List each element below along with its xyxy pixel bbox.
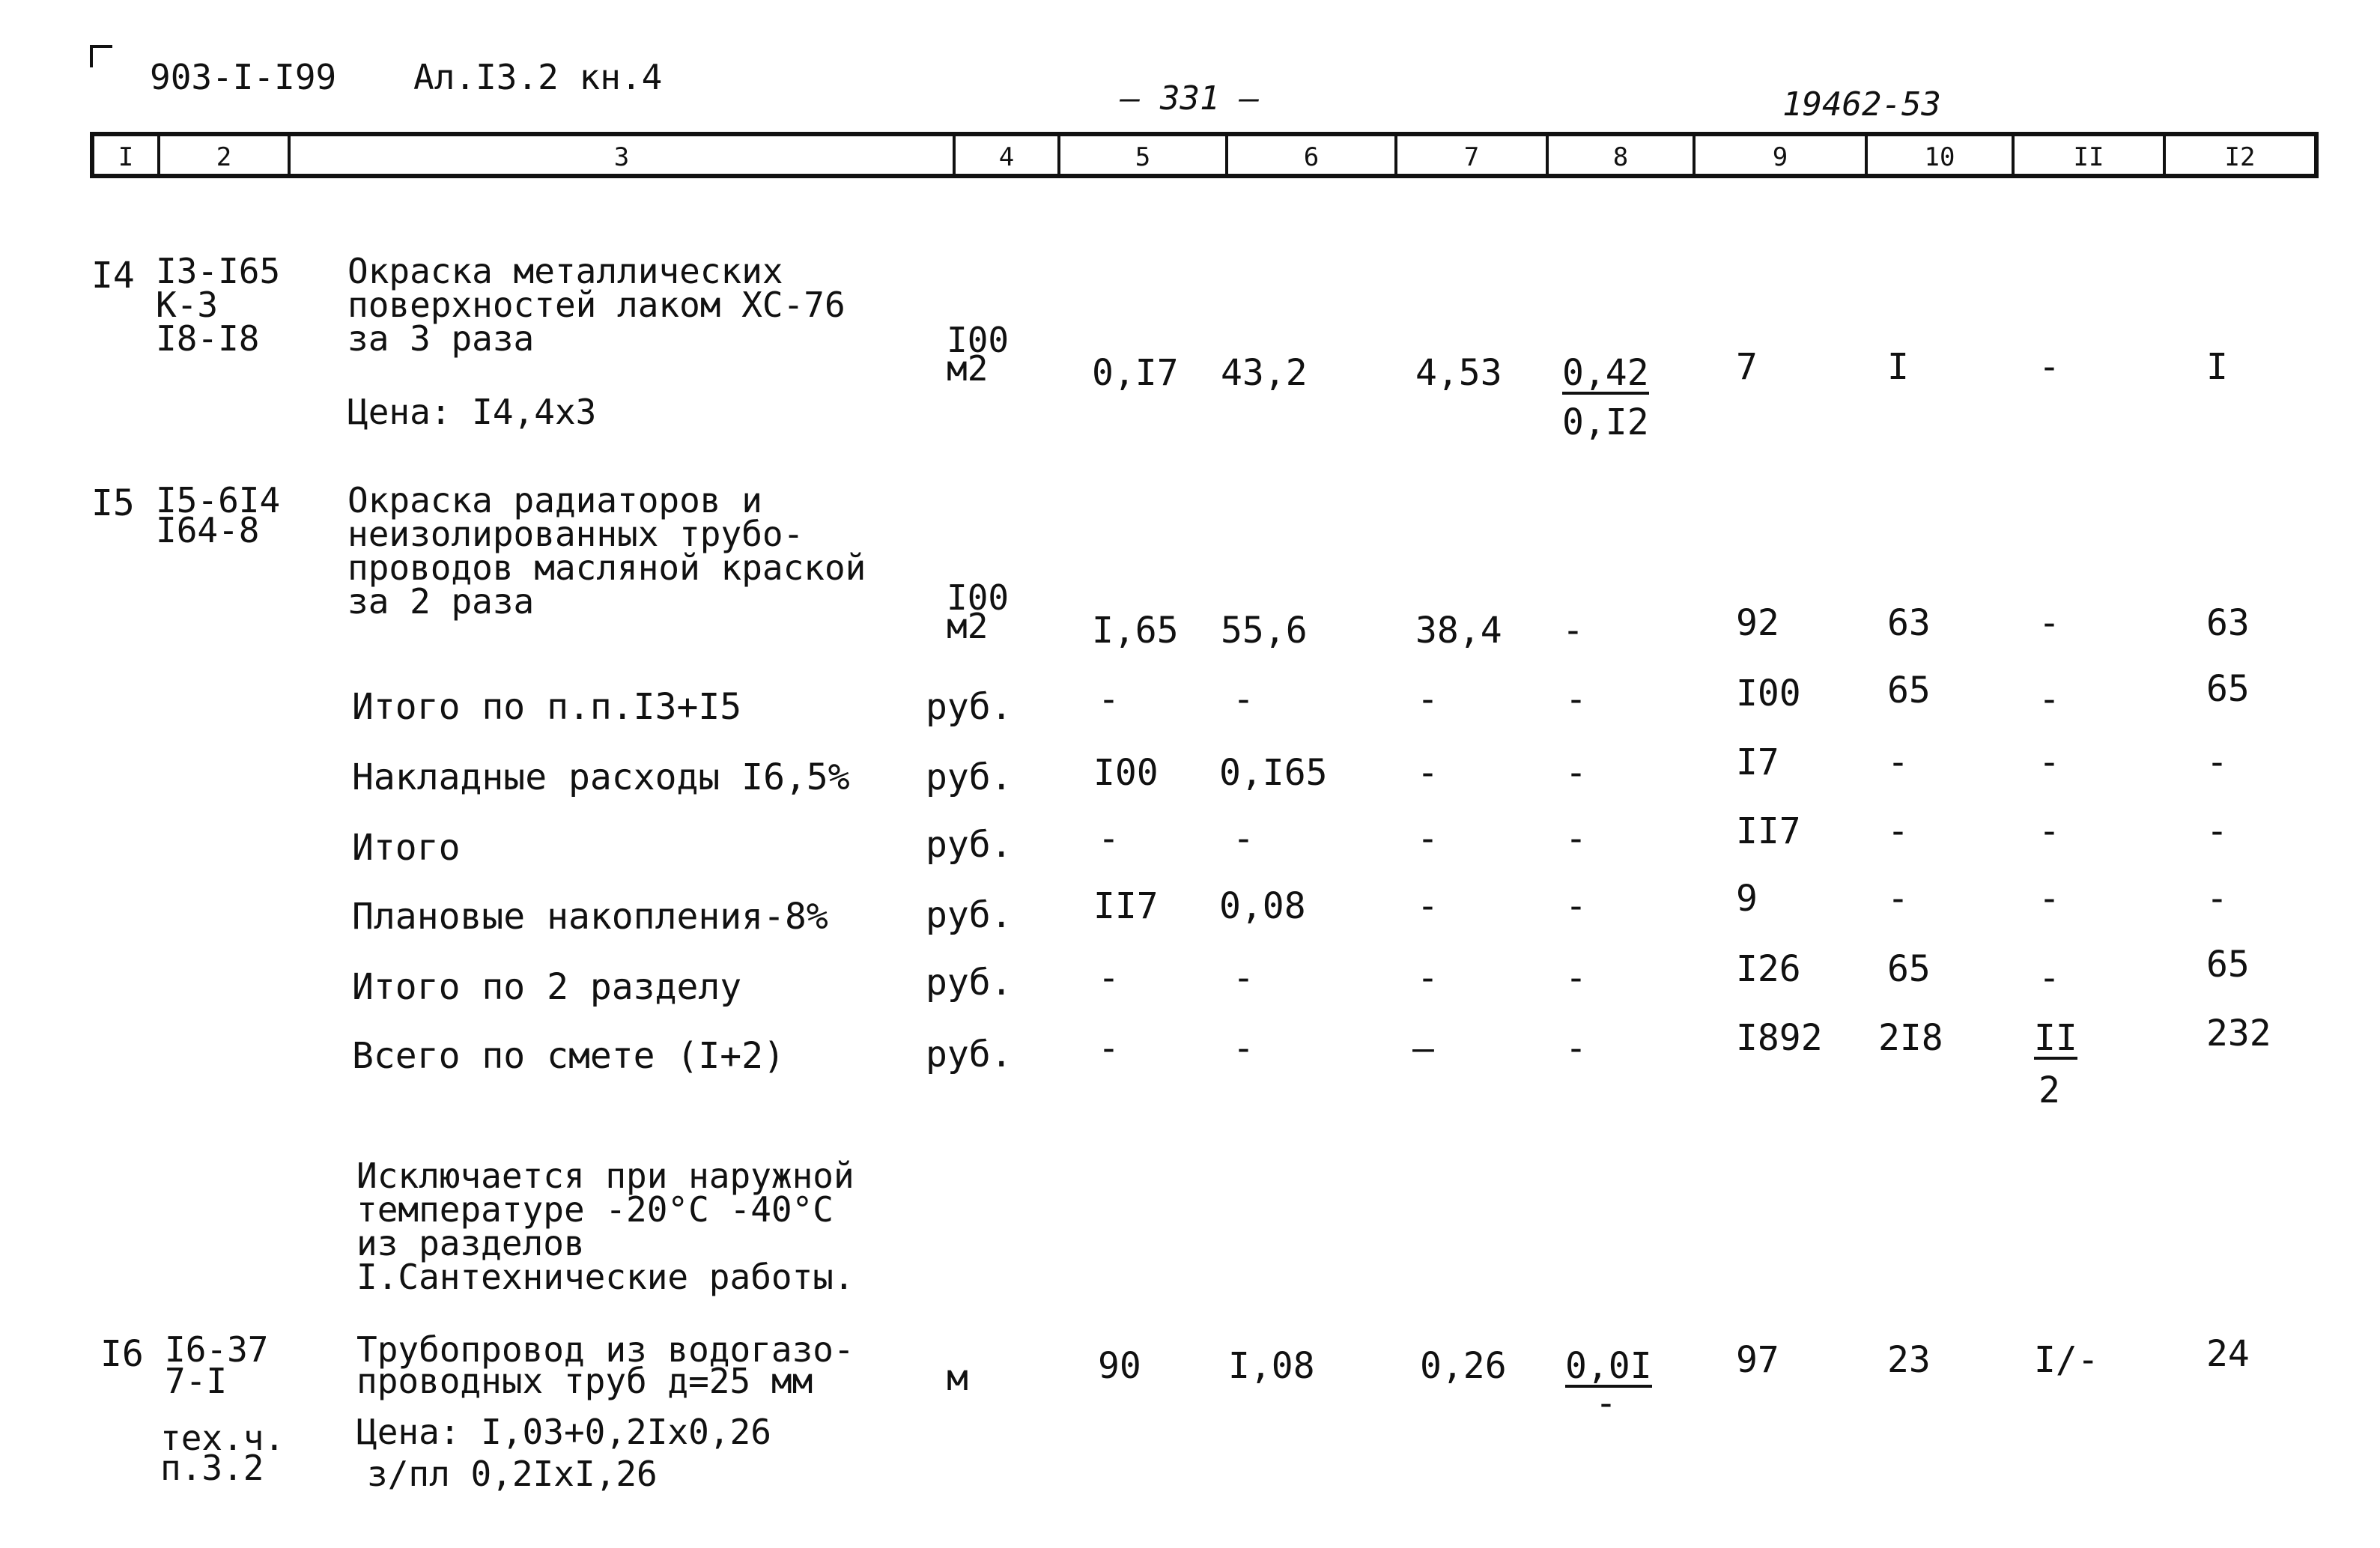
code-line: I5-6I4 bbox=[156, 480, 281, 520]
cell-c9: I00 bbox=[1736, 673, 1801, 714]
unit-line: м2 bbox=[947, 348, 989, 389]
cell-c11: - bbox=[2039, 810, 2060, 852]
summary-label: Плановые накопления-8% bbox=[352, 896, 828, 938]
desc-line: Окраска радиаторов и bbox=[347, 480, 762, 520]
col-num-1: I bbox=[118, 142, 134, 172]
desc-line: проводных труб д=25 мм bbox=[356, 1361, 813, 1401]
cell-c11: - bbox=[2039, 346, 2060, 388]
unit-line: I00 bbox=[947, 577, 1010, 618]
desc-line: за 2 раза bbox=[347, 581, 535, 622]
summary-label: Итого по п.п.I3+I5 bbox=[352, 686, 742, 728]
unit: м bbox=[947, 1357, 968, 1399]
cell-c11: - bbox=[2039, 878, 2060, 920]
cell-c9: 92 bbox=[1736, 602, 1779, 644]
code-line: I6-37 bbox=[165, 1329, 269, 1370]
cell-c9: I7 bbox=[1736, 741, 1779, 783]
album-ref: Ал.I3.2 кн.4 bbox=[413, 57, 663, 97]
cell-c7: 38,4 bbox=[1415, 610, 1502, 652]
cell-c11: - bbox=[2039, 741, 2060, 783]
row-number: I5 bbox=[91, 482, 135, 524]
cell-c7: - bbox=[1417, 679, 1439, 720]
col-num-8: 8 bbox=[1612, 142, 1629, 172]
code-line: I64-8 bbox=[156, 510, 260, 550]
cell-c8: - bbox=[1562, 610, 1584, 652]
col-num-11: II bbox=[2073, 142, 2104, 172]
sheet-code: 19462-53 bbox=[1782, 85, 1941, 124]
cell-c5: - bbox=[1098, 1028, 1120, 1069]
cell-c9: I892 bbox=[1736, 1017, 1823, 1059]
cell-c12: I bbox=[2206, 346, 2228, 388]
cell-c11: - bbox=[2039, 957, 2060, 999]
cell-c6: I,08 bbox=[1228, 1345, 1315, 1387]
col-num-12: I2 bbox=[2224, 142, 2256, 172]
cell-c7: — bbox=[1412, 1028, 1434, 1069]
cell-c10: I bbox=[1887, 346, 1909, 388]
cell-c9: I26 bbox=[1736, 948, 1801, 990]
price-line: Цена: I4,4х3 bbox=[347, 392, 597, 432]
column-number-bar bbox=[90, 132, 2319, 178]
cell-c10: - bbox=[1887, 878, 1909, 920]
desc-line: Трубопровод из водогазо- bbox=[356, 1329, 854, 1370]
cell-c5: I,65 bbox=[1092, 610, 1179, 652]
summary-label: Итого по 2 разделу bbox=[352, 966, 742, 1008]
cell-c11: - bbox=[2039, 679, 2060, 720]
summary-unit: руб. bbox=[926, 756, 1013, 798]
note-line: из разделов bbox=[356, 1223, 585, 1263]
cell-c8: - bbox=[1565, 818, 1587, 860]
cell-c10: 2I8 bbox=[1878, 1017, 1943, 1059]
cell-c12: 232 bbox=[2206, 1013, 2271, 1054]
corner-mark bbox=[90, 45, 112, 67]
row-number: I6 bbox=[100, 1333, 144, 1375]
desc-line: за 3 раза bbox=[347, 318, 535, 359]
cell-c5: 90 bbox=[1098, 1345, 1141, 1387]
col-num-2: 2 bbox=[216, 142, 232, 172]
cell-c12: 65 bbox=[2206, 668, 2250, 710]
cell-c5: - bbox=[1098, 957, 1120, 999]
cell-c9: II7 bbox=[1736, 810, 1801, 852]
cell-c5: II7 bbox=[1093, 885, 1159, 927]
cell-c9: 7 bbox=[1736, 346, 1758, 388]
unit-line: I00 bbox=[947, 320, 1010, 360]
col-num-10: 10 bbox=[1924, 142, 1955, 172]
cell-c10: 65 bbox=[1887, 948, 1931, 990]
cell-c7: - bbox=[1417, 957, 1439, 999]
note-line: Исключается при наружной bbox=[356, 1156, 854, 1196]
unit-line: м2 bbox=[947, 606, 989, 646]
cell-c6: 43,2 bbox=[1221, 352, 1308, 394]
col-num-5: 5 bbox=[1135, 142, 1151, 172]
summary-unit: руб. bbox=[926, 686, 1013, 728]
code-line: I8-I8 bbox=[156, 318, 260, 359]
cell-c12: 63 bbox=[2206, 602, 2250, 644]
cell-c10: 65 bbox=[1887, 670, 1931, 711]
cell-c6: 0,I65 bbox=[1219, 752, 1328, 794]
cell-c12: - bbox=[2206, 810, 2228, 852]
col-num-4: 4 bbox=[998, 142, 1015, 172]
col-num-9: 9 bbox=[1772, 142, 1788, 172]
price-line: з/пл 0,2IхI,26 bbox=[367, 1454, 658, 1494]
summary-unit: руб. bbox=[926, 962, 1013, 1004]
cell-c10: 63 bbox=[1887, 602, 1931, 644]
cell-c12: 65 bbox=[2206, 944, 2250, 986]
page-number: — 331 — bbox=[1120, 79, 1260, 118]
cell-c7: - bbox=[1417, 885, 1439, 927]
cell-c10: - bbox=[1887, 741, 1909, 783]
desc-line: поверхностей лаком ХС-76 bbox=[347, 285, 846, 325]
cell-c11-bottom: 2 bbox=[2039, 1069, 2060, 1111]
cell-c6: 55,6 bbox=[1221, 610, 1308, 652]
col-num-3: 3 bbox=[613, 142, 630, 172]
summary-unit: руб. bbox=[926, 894, 1013, 936]
cell-c12: - bbox=[2206, 741, 2228, 783]
cell-c5: I00 bbox=[1093, 752, 1159, 794]
cell-c7: 4,53 bbox=[1415, 352, 1502, 394]
summary-label: Итого bbox=[352, 827, 461, 869]
cell-c8-bottom: - bbox=[1595, 1382, 1617, 1424]
code-line: К-3 bbox=[156, 285, 219, 325]
tech-line: тех.ч. bbox=[160, 1418, 285, 1458]
cell-c11: I/- bbox=[2034, 1339, 2099, 1381]
cell-c6: 0,08 bbox=[1219, 885, 1306, 927]
cell-c6: - bbox=[1233, 957, 1254, 999]
cell-c11-top: II bbox=[2034, 1017, 2077, 1059]
cell-c7: 0,26 bbox=[1420, 1345, 1507, 1387]
summary-unit: руб. bbox=[926, 824, 1013, 866]
col-num-6: 6 bbox=[1303, 142, 1320, 172]
cell-c8: - bbox=[1565, 957, 1587, 999]
cell-c6: - bbox=[1233, 1028, 1254, 1069]
doc-code: 903-I-I99 bbox=[150, 57, 337, 97]
cell-c8: - bbox=[1565, 752, 1587, 794]
note-line: I.Сантехнические работы. bbox=[356, 1257, 854, 1297]
cell-c6: - bbox=[1233, 679, 1254, 720]
desc-line: проводов масляной краской bbox=[347, 547, 866, 588]
price-line: Цена: I,03+0,2Iх0,26 bbox=[356, 1412, 771, 1452]
note-line: температуре -20°С -40°С bbox=[356, 1189, 834, 1230]
cell-c12: - bbox=[2206, 878, 2228, 920]
desc-line: Окраска металлических bbox=[347, 251, 783, 291]
cell-c9: 97 bbox=[1736, 1339, 1779, 1381]
summary-label: Накладные расходы I6,5% bbox=[352, 756, 850, 798]
cell-c5: - bbox=[1098, 818, 1120, 860]
desc-line: неизолированных трубо- bbox=[347, 514, 804, 554]
summary-label: Всего по смете (I+2) bbox=[352, 1035, 785, 1077]
cell-c10: 23 bbox=[1887, 1339, 1931, 1381]
cell-c11: - bbox=[2039, 602, 2060, 644]
cell-c9: 9 bbox=[1736, 878, 1758, 920]
cell-c12: 24 bbox=[2206, 1333, 2250, 1375]
cell-c7: - bbox=[1417, 752, 1439, 794]
cell-c6: - bbox=[1233, 818, 1254, 860]
cell-c8: - bbox=[1565, 885, 1587, 927]
row-number: I4 bbox=[91, 255, 135, 297]
col-num-7: 7 bbox=[1463, 142, 1480, 172]
cell-c10: - bbox=[1887, 810, 1909, 852]
cell-c5: 0,I7 bbox=[1092, 352, 1179, 394]
cell-c8-top: 0,42 bbox=[1562, 352, 1649, 394]
cell-c8: - bbox=[1565, 679, 1587, 720]
tech-line: п.3.2 bbox=[160, 1448, 264, 1488]
cell-c8-top: 0,0I bbox=[1565, 1345, 1652, 1387]
summary-unit: руб. bbox=[926, 1033, 1013, 1075]
code-line: I3-I65 bbox=[156, 251, 281, 291]
cell-c8: - bbox=[1565, 1028, 1587, 1069]
cell-c5: - bbox=[1098, 679, 1120, 720]
code-line: 7-I bbox=[165, 1361, 228, 1401]
cell-c7: - bbox=[1417, 818, 1439, 860]
cell-c8-bottom: 0,I2 bbox=[1562, 401, 1649, 443]
